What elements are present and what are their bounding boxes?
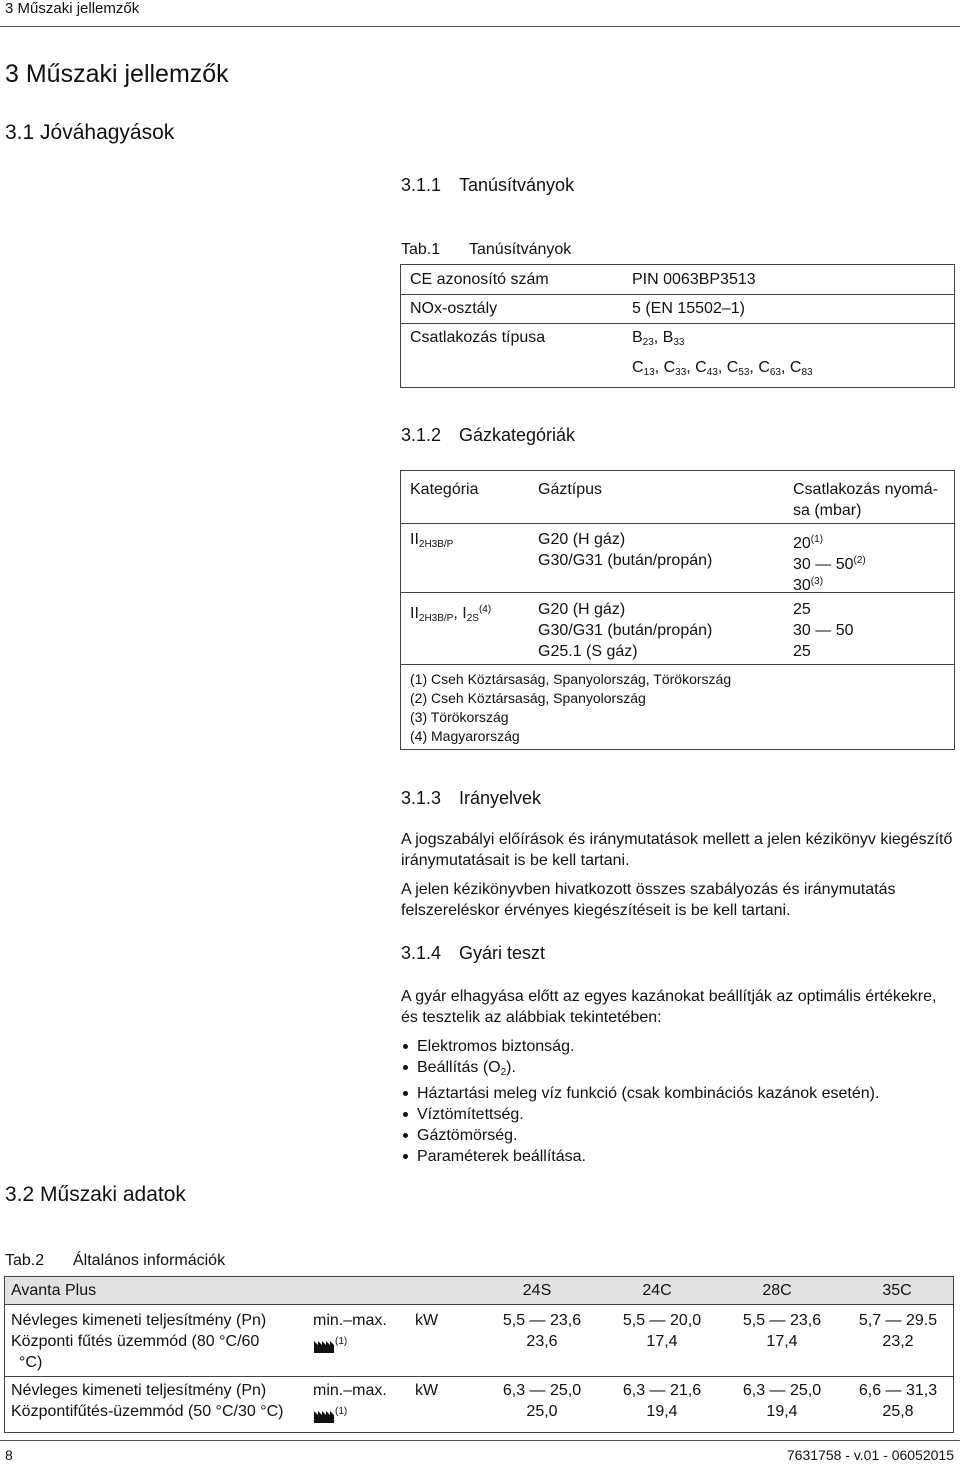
caption-number: Tab.2 <box>5 1252 45 1269</box>
pressure-line: 25 <box>793 601 811 618</box>
pressure-line: 30$^{(3)}$ <box>793 576 824 594</box>
value-cell: 6,3 — 25,0 25,0 <box>502 1382 582 1420</box>
table-notes <box>410 670 731 746</box>
cell-value: 5 (EN 15502–1) <box>632 300 745 317</box>
caption-number: Tab.1 <box>401 241 441 258</box>
note: (2) Cseh Köztársaság, Spanyolország <box>410 690 646 706</box>
section-3-1-3-heading <box>401 788 541 809</box>
gas-line: G30/G31 (bután/propán) <box>538 622 713 639</box>
section-number: 3.1.3 <box>401 788 442 808</box>
tab2-caption <box>5 1252 225 1270</box>
col-header-pressure-cont: sa (mbar) <box>793 502 862 519</box>
gas-line: G30/G31 (bután/propán) <box>538 552 713 569</box>
general-info-table <box>4 1276 954 1433</box>
directives-text <box>401 829 953 929</box>
value-cell: 6,3 — 21,6 19,4 <box>622 1382 702 1420</box>
gas-line: G20 (H gáz) <box>538 531 626 548</box>
heating-radiator-icon <box>313 1408 335 1424</box>
gas-categories-table <box>400 470 955 750</box>
heating-mode-symbol: (1) <box>313 1401 347 1426</box>
unit-label: kW <box>415 1312 439 1329</box>
value-cell: 6,3 — 25,0 19,4 <box>742 1382 822 1420</box>
range-label: min.–max. <box>313 1382 387 1399</box>
running-header: 3 Műszaki jellemzők <box>5 0 140 17</box>
gas-line: G20 (H gáz) <box>538 601 626 618</box>
section-3-1-4-heading <box>401 943 545 964</box>
heating-radiator-icon <box>313 1338 335 1354</box>
note: (1) Cseh Köztársaság, Spanyolország, Törökország <box>410 671 732 687</box>
pressure-line: 30 — 50 <box>793 622 854 639</box>
caption-text: Általános információk <box>73 1252 226 1269</box>
col-header-category: Kategória <box>410 481 479 498</box>
paragraph: A jelen kézikönyvben hivatkozott összes szabályozás és iránymutatás felszereléskor érvényes kiegészítéseit is be kell tartani. <box>401 881 896 919</box>
note: (4) Magyarország <box>410 728 520 744</box>
certificates-table <box>400 264 955 388</box>
caption-text: Tanúsítványok <box>469 241 572 258</box>
category-cell: $II_{2H3B/P}$ <box>410 531 454 550</box>
cell-label: Csatlakozás típusa <box>410 329 546 346</box>
page-number: 8 <box>5 1447 13 1463</box>
list-item: Paraméterek beállítása. <box>401 1146 953 1167</box>
paragraph: A jogszabályi előírások és iránymutatások mellett a jelen kézikönyv kiegészítő iránymutatásait is be kell tartani. <box>401 831 953 869</box>
section-3-1-title: 3.1 Jóváhagyások <box>5 121 175 144</box>
col-header-pressure: Csatlakozás nyomá- <box>793 481 938 498</box>
pressure-line: 20$^{(1)}$ <box>793 534 824 552</box>
connection-types-b: $B_{23}$, $B_{33}$ <box>632 329 685 348</box>
test-list <box>401 1036 953 1167</box>
list-item: Beállítás $(O_2)$. <box>401 1057 953 1083</box>
section-title: Gyári teszt <box>459 943 546 963</box>
section-title: Irányelvek <box>459 788 542 808</box>
section-3-title: 3 Műszaki jellemzők <box>5 60 229 88</box>
list-item: Víztömítettség. <box>401 1104 953 1125</box>
note: (3) Törökország <box>410 709 509 725</box>
value-cell: 5,5 — 20,0 17,4 <box>622 1312 702 1350</box>
section-3-1-2-heading <box>401 425 575 446</box>
row-label: Névleges kimeneti teljesítmény (Pn) Központi fűtés üzemmód (80 °C/60 °C) <box>11 1312 267 1371</box>
col-header-product: Avanta Plus <box>11 1282 97 1299</box>
row-label: Névleges kimeneti teljesítmény (Pn) Központifűtés-üzemmód (50 °C/30 °C) <box>11 1382 284 1420</box>
document-reference: 7631758 - v.01 - 06052015 <box>786 1447 954 1463</box>
section-title: Tanúsítványok <box>459 175 575 195</box>
range-label: min.–max. <box>313 1312 387 1329</box>
paragraph: A gyár elhagyása előtt az egyes kazánokat beállítják az optimális értékekre, és tesztelik az alábbiak tekintetében: <box>401 988 937 1026</box>
col-header-model: 24S <box>522 1282 552 1299</box>
pressure-line: 30 — 50$^{(2)}$ <box>793 555 866 573</box>
connection-types-c: $C_{13}$, $C_{33}$, $C_{43}$, $C_{53}$, $C_{63}$, $C_{83}$ <box>632 359 813 378</box>
value-cell: 5,5 — 23,6 17,4 <box>742 1312 822 1350</box>
col-header-gas: Gáztípus <box>538 481 603 498</box>
section-title: Gázkategóriák <box>459 425 576 445</box>
section-number: 3.1.2 <box>401 425 442 445</box>
pressure-line: 25 <box>793 643 811 660</box>
col-header-model: 24C <box>642 1282 672 1299</box>
section-number: 3.1.1 <box>401 175 442 195</box>
section-3-1-1-heading <box>401 175 574 196</box>
value-cell: 5,5 — 23,6 23,6 <box>502 1312 582 1350</box>
gas-line: G25.1 (S gáz) <box>538 643 638 660</box>
tab1-caption <box>401 241 571 259</box>
list-item: Háztartási meleg víz funkció (csak kombinációs kazánok esetén). <box>401 1083 953 1104</box>
section-3-2-title: 3.2 Műszaki adatok <box>5 1183 186 1206</box>
list-item: Elektromos biztonság. <box>401 1036 953 1057</box>
col-header-model: 35C <box>882 1282 912 1299</box>
heating-mode-symbol: (1) <box>313 1331 347 1356</box>
list-item: Gáztömörség. <box>401 1125 953 1146</box>
section-number: 3.1.4 <box>401 943 442 963</box>
header-rule <box>0 26 960 27</box>
value-cell: 6,6 — 31,3 25,8 <box>858 1382 938 1420</box>
unit-label: kW <box>415 1382 439 1399</box>
cell-label: CE azonosító szám <box>410 271 549 288</box>
category-cell: $II_{2H3B/P}$, $I_{2S}^{(4)}$ <box>410 604 492 624</box>
factory-test-text <box>401 986 953 1167</box>
cell-label: NOx-osztály <box>410 300 498 317</box>
footer-rule <box>0 1440 960 1441</box>
col-header-model: 28C <box>762 1282 792 1299</box>
cell-value: PIN 0063BP3513 <box>632 271 756 288</box>
value-cell: 5,7 — 29.5 23,2 <box>858 1312 938 1350</box>
